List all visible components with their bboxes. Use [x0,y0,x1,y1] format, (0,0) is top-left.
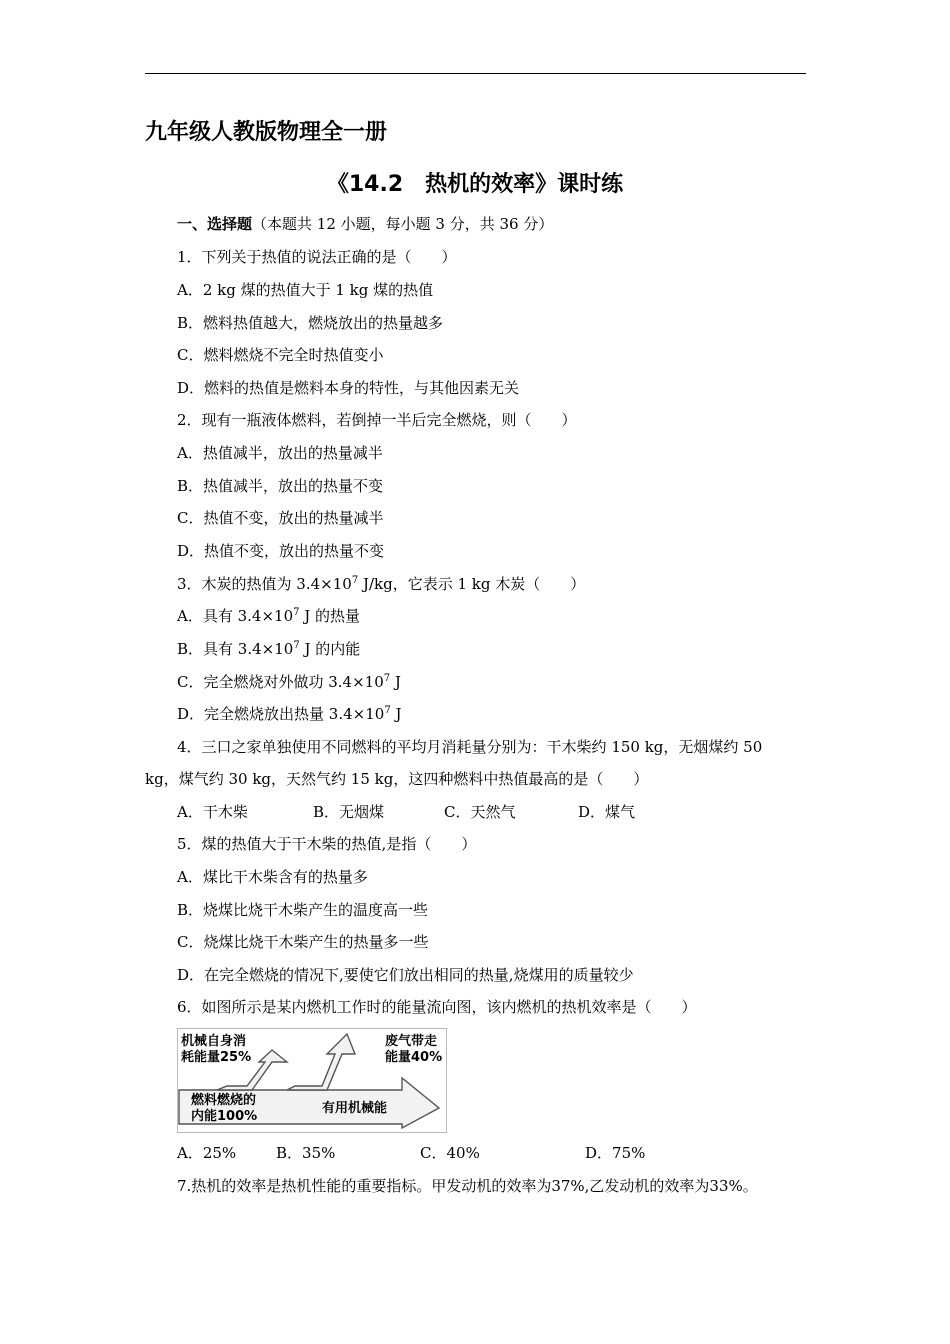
q3-a-exponent: 7 [293,607,300,618]
q3-stem-text: 3．木炭的热值为 3.4×10 [177,575,352,593]
q3-b-exponent: 7 [293,640,300,651]
q5-option-a: A．煤比干木柴含有的热量多 [177,868,368,886]
q3-option-b [177,639,360,659]
q6-option-a: A．25% [177,1144,237,1162]
section-heading [177,214,553,234]
q3-a-text: A．具有 3.4×10 [177,607,294,625]
useful-energy-label: 有用机械能 [322,1101,388,1116]
lesson-title: 《14.2 热机的效率》课时练 [326,172,624,197]
input-label-2: 内能100% [191,1109,258,1124]
q1-option-c: C．燃料燃烧不完全时热值变小 [177,346,384,364]
q3-stem [177,574,585,594]
energy-flow-diagram [177,1028,447,1133]
q3-c-exponent: 7 [383,673,391,684]
loss-machine-label-2: 耗能量25% [181,1050,252,1065]
q2-stem: 2．现有一瓶液体燃料，若倒掉一半后完全燃烧，则（ ） [177,411,577,429]
q3-stem-tail: J/kg，它表示 1 kg 木炭（ ） [358,575,586,593]
q1-option-d: D．燃料的热值是燃料本身的特性，与其他因素无关 [177,379,520,397]
q1-option-a: A．2 kg 煤的热值大于 1 kg 煤的热值 [177,281,434,299]
q3-c-text: C．完全燃烧对外做功 3.4×10 [177,673,384,691]
q3-option-c [177,672,401,692]
q4-stem-line2: kg，煤气约 30 kg，天然气约 15 kg，这四种燃料中热值最高的是（ ） [145,770,649,788]
q4-option-b: B．无烟煤 [313,803,385,821]
q2-option-c: C．热值不变，放出的热量减半 [177,509,384,527]
q3-b-tail: J 的内能 [299,640,361,658]
header-rule [145,73,806,74]
q3-a-tail: J 的热量 [299,607,361,625]
q3-d-tail: J [390,705,402,723]
q1-option-b: B．燃料热值越大，燃烧放出的热量越多 [177,314,444,332]
section-note: （本题共 12 小题，每小题 3 分，共 36 分） [252,215,554,233]
q2-option-d: D．热值不变，放出的热量不变 [177,542,385,560]
q3-option-a [177,606,360,626]
q3-d-text: D．完全燃烧放出热量 3.4×10 [177,705,385,723]
q3-option-d [177,704,401,724]
q5-option-b: B．烧煤比烧干木柴产生的温度高一些 [177,901,429,919]
exhaust-label-1: 废气带走 [385,1034,438,1049]
q4-option-a: A．干木柴 [177,803,248,821]
q3-d-exponent: 7 [384,705,391,716]
input-label-1: 燃料燃烧的 [191,1093,257,1108]
q3-b-text: B．具有 3.4×10 [177,640,294,658]
q2-option-b: B．热值减半，放出的热量不变 [177,477,384,495]
section-label: 一、选择题 [177,215,253,233]
q5-option-c: C．烧煤比烧干木柴产生的热量多一些 [177,933,429,951]
loss-machine-label-1: 机械自身消 [181,1034,247,1049]
q4-option-d: D．煤气 [578,803,636,821]
q6-stem: 6．如图所示是某内燃机工作时的能量流向图，该内燃机的热机效率是（ ） [177,998,697,1016]
q3-c-tail: J [390,673,401,691]
exhaust-label-2: 能量40% [385,1050,443,1065]
q4-stem-line1: 4．三口之家单独使用不同燃料的平均月消耗量分别为：干木柴约 150 kg，无烟煤约 50 [177,738,763,756]
q4-option-c: C．天然气 [444,803,516,821]
q1-stem: 1．下列关于热值的说法正确的是（ ） [177,248,457,266]
q5-option-d: D．在完全燃烧的情况下,要使它们放出相同的热量,烧煤用的质量较少 [177,966,634,984]
q2-option-a: A．热值减半，放出的热量减半 [177,444,383,462]
q7-stem: 7.热机的效率是热机性能的重要指标。甲发动机的效率为37%,乙发动机的效率为33%。 [177,1177,758,1195]
q5-stem: 5．煤的热值大于干木柴的热值,是指（ ） [177,835,477,853]
q3-exponent: 7 [351,575,359,586]
q6-option-d: D．75% [585,1144,646,1162]
q6-option-c: C．40% [420,1144,480,1162]
series-title: 九年级人教版物理全一册 [145,120,388,145]
q6-option-b: B．35% [276,1144,336,1162]
